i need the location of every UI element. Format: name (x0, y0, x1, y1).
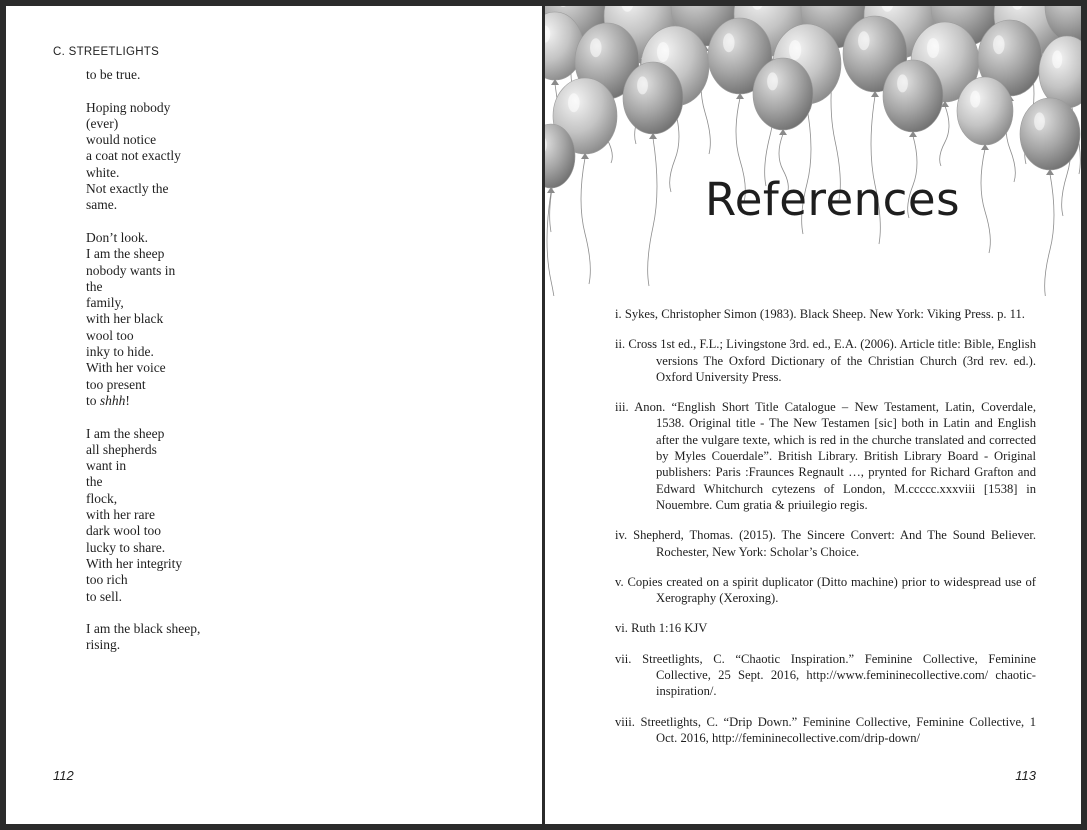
reference-item (615, 336, 1036, 385)
balloon-string (581, 158, 590, 284)
reference-number: iii. (615, 400, 629, 415)
balloons (545, 6, 1081, 193)
balloon-highlight (767, 72, 778, 90)
poem-line: With her integrity (86, 555, 183, 571)
balloon-highlight (723, 33, 735, 52)
balloon-highlight (993, 35, 1005, 54)
poem-line: to sell. (86, 588, 122, 604)
balloon (957, 77, 1013, 145)
references-list (615, 306, 1036, 760)
reference-number: i. (615, 307, 622, 321)
balloon-highlight (637, 76, 648, 94)
balloon (623, 62, 683, 134)
poem-line: same. (86, 197, 118, 213)
poem-line: the (86, 474, 103, 490)
balloon-string (940, 106, 949, 166)
balloon-highlight (568, 93, 580, 112)
page-number-left: 112 (53, 768, 74, 783)
reference-item (615, 527, 1036, 560)
poem-line-emphasis (86, 393, 386, 409)
balloon-string (1045, 174, 1054, 296)
poem-line: would notice (86, 132, 157, 148)
balloon (753, 58, 813, 130)
reference-text: Streetlights, C. “Drip Down.” Feminine Collective, Feminine Collective, 1 Oct. 2016, http://femininecollective.com/drip-down/ (640, 714, 1037, 745)
poem-line: lucky to share. (86, 539, 166, 555)
poem-line: Don’t look. (86, 229, 149, 245)
left-page (6, 6, 542, 824)
poem-line: rising. (86, 637, 121, 653)
poem-line: I am the sheep (86, 425, 165, 441)
reference-number: ii. (615, 337, 626, 352)
balloon-highlight (927, 38, 939, 58)
poem-line: with her black (86, 311, 164, 327)
reference-text: Ruth 1:16 KJV (631, 621, 708, 636)
running-head: C. STREETLIGHTS (53, 46, 160, 58)
reference-text: Shepherd, Thomas. (2015). The Sincere Convert: And The Sound Believer. Rochester, New York: Scholar’s Choice. (633, 528, 1036, 559)
poem (86, 67, 386, 670)
balloon-highlight (1034, 112, 1045, 130)
poem-line: wool too (86, 327, 134, 343)
reference-item (615, 714, 1036, 747)
poem-stanza (86, 426, 386, 605)
balloon-highlight (970, 91, 980, 108)
poem-line: (ever) (86, 115, 119, 131)
balloon-highlight (789, 40, 801, 60)
balloon-highlight (897, 74, 908, 92)
poem-line: With her voice (86, 360, 166, 376)
poem-line: to be true. (86, 67, 141, 82)
poem-stanza (86, 67, 386, 83)
poem-line: a coat not exactly (86, 148, 181, 164)
poem-stanza (86, 230, 386, 409)
poem-line: dark wool too (86, 523, 161, 539)
poem-line: inky to hide. (86, 344, 154, 360)
reference-text: Sykes, Christopher Simon (1983). Black Sheep. New York: Viking Press. p. 11. (624, 307, 1025, 321)
reference-item (615, 574, 1036, 607)
reference-item (615, 620, 1036, 636)
reference-number: vi. (615, 621, 628, 636)
balloon-highlight (858, 31, 870, 50)
poem-line: the (86, 278, 103, 294)
poem-line: family, (86, 295, 124, 311)
balloon-string (981, 149, 990, 253)
poem-line: white. (86, 164, 120, 180)
poem-line-suffix: ! (125, 392, 130, 408)
reference-text: Copies created on a spirit duplicator (Ditto machine) prior to widespread use of Xerography (Xeroxing). (627, 574, 1036, 606)
reference-number: viii. (615, 714, 635, 729)
poem-line: flock, (86, 490, 118, 506)
reference-number: iv. (615, 528, 628, 543)
reference-text: Streetlights, C. “Chaotic Inspiration.” Feminine Collective, Feminine Collective, 25 Sept. 2016, http://www.femininecollective.com/ chaotic-inspiration/. (642, 651, 1036, 699)
page-number-right: 113 (1015, 768, 1036, 783)
poem-line: too rich (86, 572, 128, 588)
poem-line: want in (86, 458, 127, 474)
poem-stanza (86, 621, 386, 654)
balloon (1020, 98, 1080, 170)
poem-line: too present (86, 376, 146, 392)
balloon-string (648, 138, 657, 286)
reference-item (615, 306, 1036, 322)
poem-line-prefix: to (86, 392, 100, 408)
poem-line: with her rare (86, 507, 155, 523)
reference-number: vii. (615, 651, 632, 666)
balloon-highlight (590, 38, 602, 57)
poem-stanza (86, 100, 386, 214)
reference-item (615, 399, 1036, 513)
poem-emphasis: shhh (99, 392, 126, 408)
poem-line: I am the black sheep, (86, 621, 201, 637)
balloon-highlight (1052, 50, 1062, 68)
balloon-string (547, 192, 556, 296)
reference-text: Cross 1st ed., F.L.; Livingstone 3rd. ed., E.A. (2006). Article title: Bible, English versions The Oxford Dictionary of the Christian Church (3rd rev. ed.). Oxford University Press. (628, 337, 1036, 384)
reference-text: Anon. “English Short Title Catalogue – New Testament, Latin, Coverdale, 1538. Original title - The New Testamen [sic] both in Latin and English after the vulgare texte, which is red in the churche translated and corrected by Myles Couerdale”. British Library. British Library Board - Original publishers: Paris :Fraunces Regnault …, prynted for Richard Grafton and Edward Whitchurch cytezens of London, M.ccccc.xxxviii [1538] in Nouembre. Cum gratia & priuilegio regis. (634, 400, 1036, 512)
right-page (545, 6, 1081, 824)
poem-line: Not exactly the (86, 181, 169, 197)
reference-number: v. (615, 574, 624, 589)
poem-line: Hoping nobody (86, 99, 171, 115)
references-title: References (705, 173, 961, 226)
balloon (883, 60, 943, 132)
poem-line: all shepherds (86, 441, 157, 457)
balloons-illustration (545, 6, 1081, 296)
poem-line: I am the sheep (86, 246, 165, 262)
poem-line: nobody wants in (86, 262, 176, 278)
balloon-highlight (657, 42, 669, 62)
reference-item (615, 651, 1036, 700)
